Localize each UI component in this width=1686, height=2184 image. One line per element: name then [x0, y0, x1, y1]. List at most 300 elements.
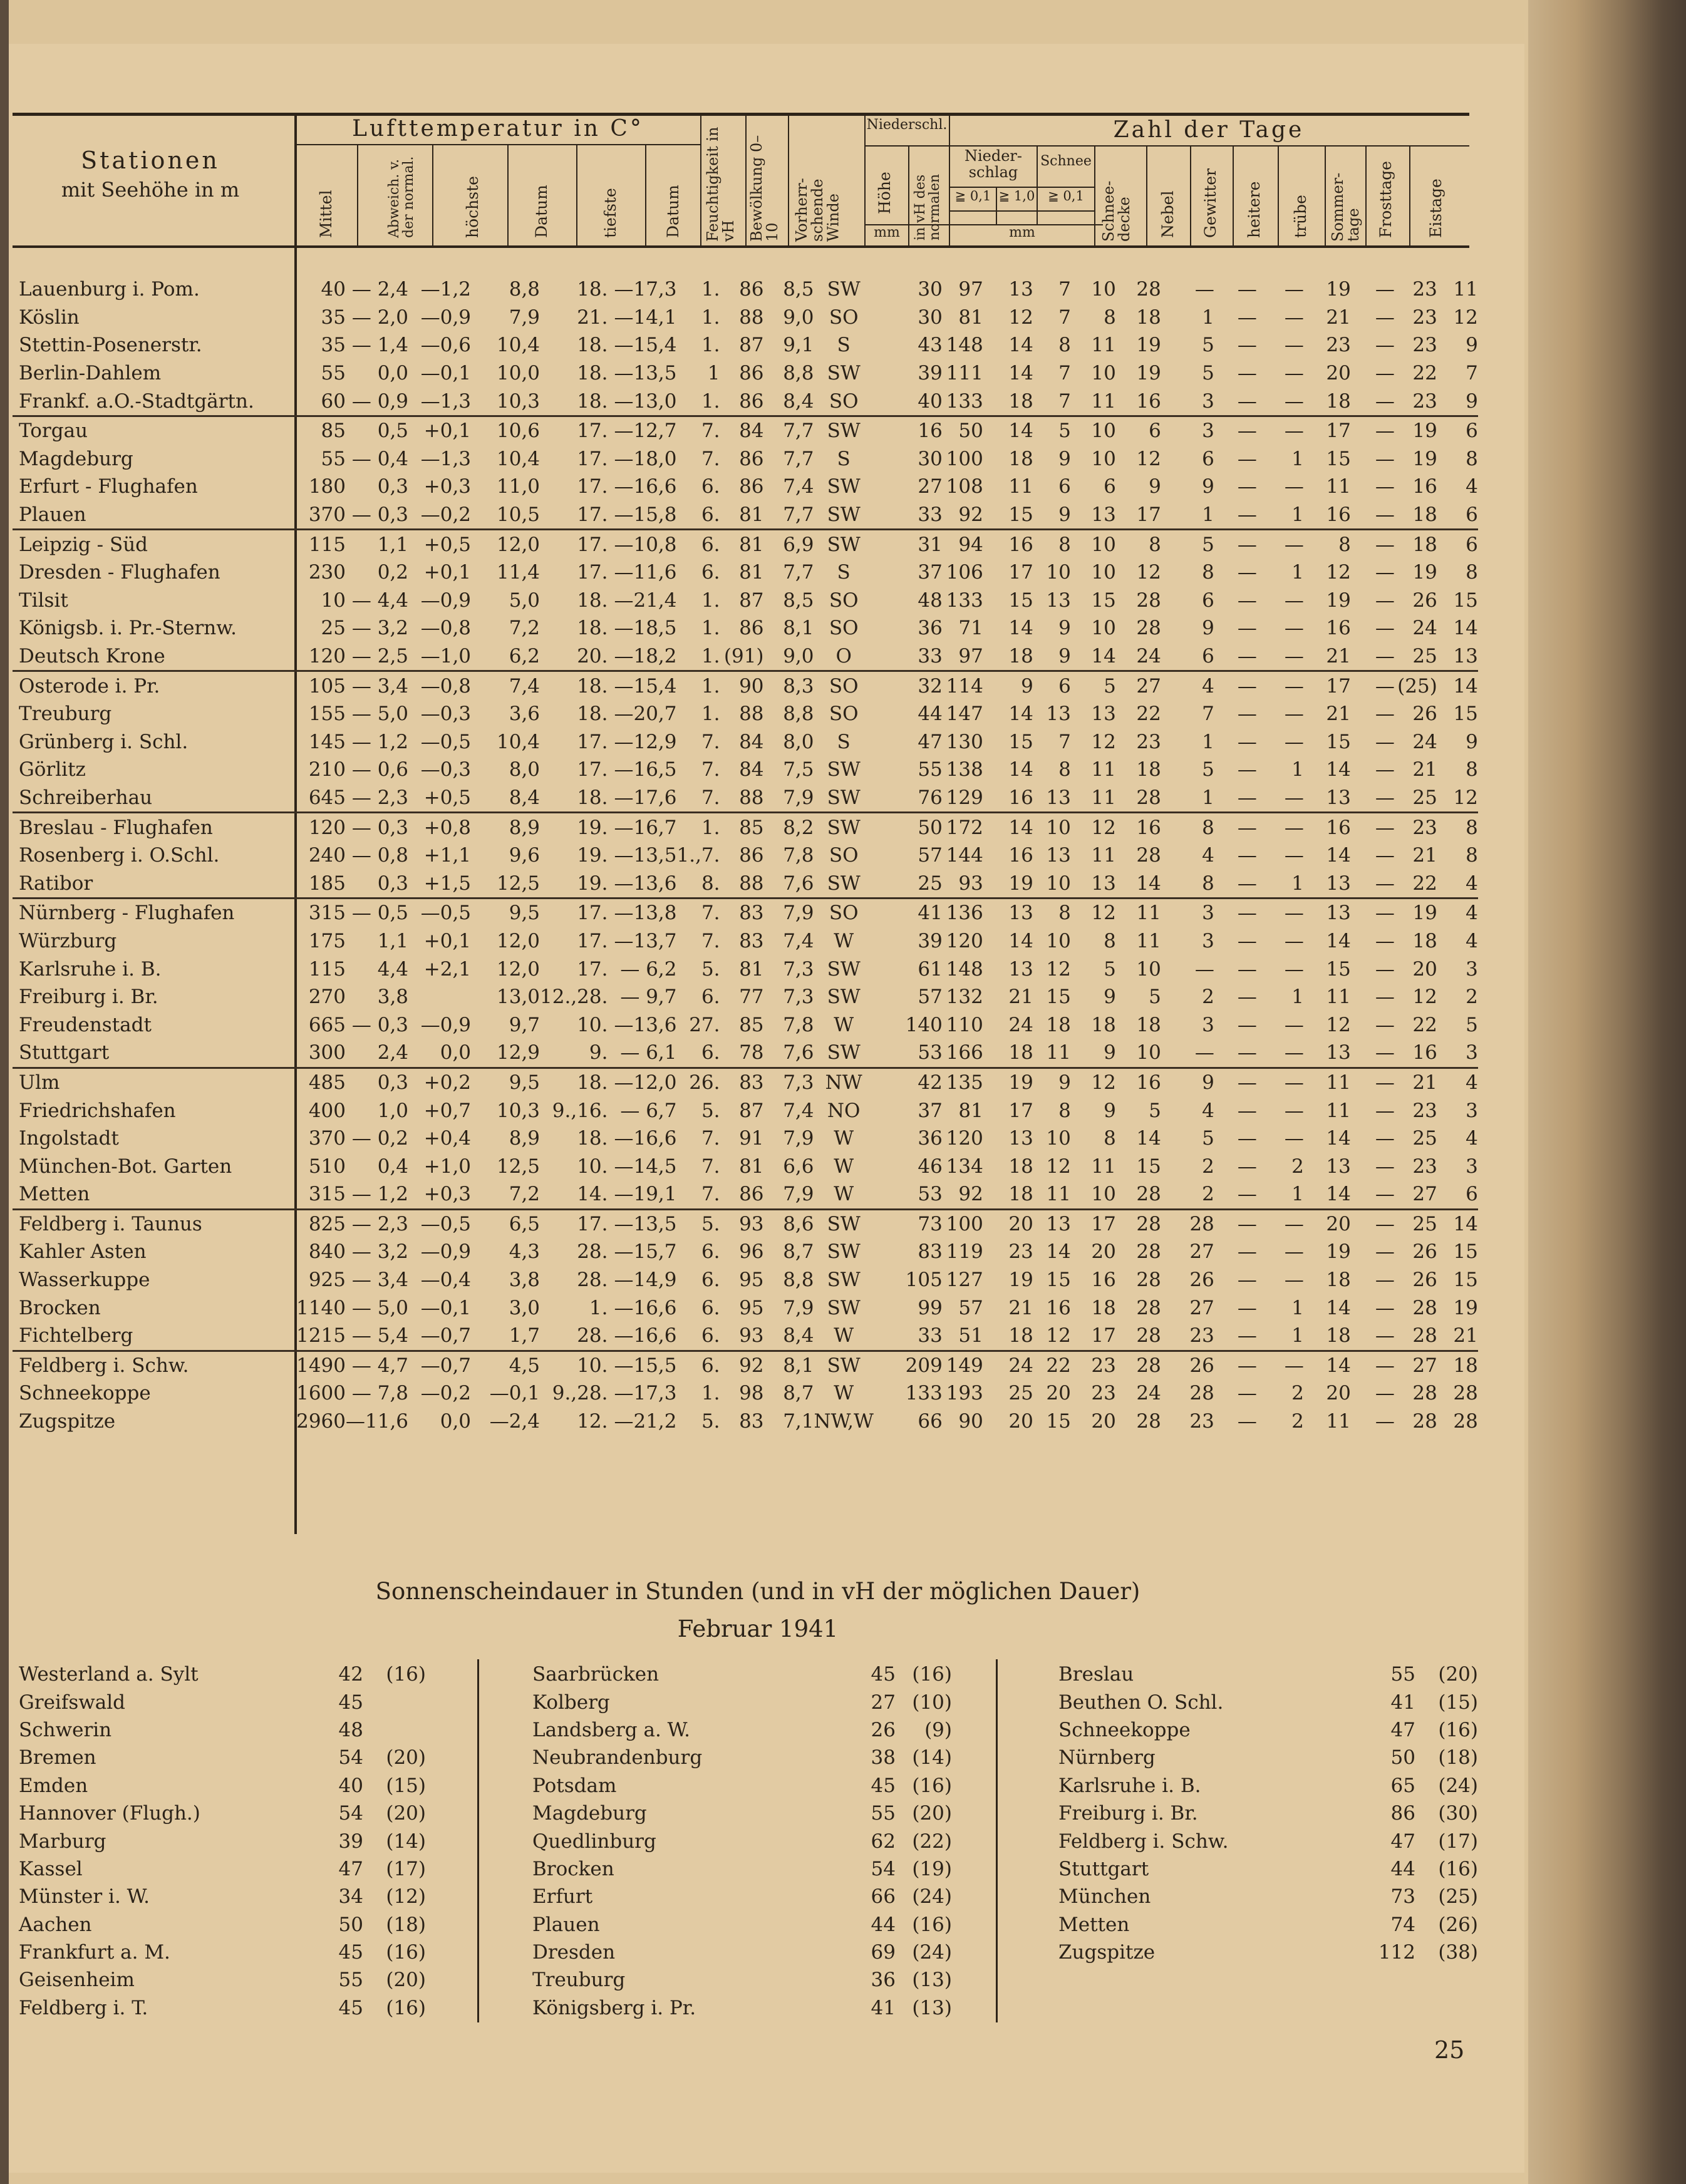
- clear-days: —: [1284, 306, 1304, 329]
- max-date: 18.: [577, 278, 608, 301]
- thunder-days: —: [1237, 1041, 1257, 1064]
- precip-days-0-1: 15: [1008, 730, 1033, 753]
- sunshine-hours: 45: [338, 1941, 363, 1964]
- humidity: 88: [739, 786, 764, 809]
- thunder-days: —: [1214, 1209, 1257, 1238]
- elevation: 1215: [296, 1324, 346, 1347]
- snow-days: 10: [1091, 362, 1116, 385]
- wind: SW: [827, 1296, 861, 1319]
- sunshine-percent: (26): [1438, 1913, 1478, 1936]
- precip-days-1-0: 8: [1058, 334, 1071, 357]
- fog-days: 7: [1202, 703, 1214, 726]
- precip-days-0-1: 14: [983, 416, 1033, 445]
- frost-days: 25: [1395, 1209, 1437, 1238]
- snow-cover: 28: [1136, 1324, 1161, 1347]
- min-temp: —13,5: [608, 1209, 677, 1238]
- snow-cover: 24: [1136, 645, 1161, 668]
- thunder-days: —: [1237, 362, 1257, 385]
- sunshine-hours: 39: [338, 1830, 363, 1853]
- fog-days: 1: [1202, 306, 1214, 329]
- precip-days-0-1: 18: [1008, 1324, 1033, 1347]
- snow-days: 17: [1091, 1324, 1116, 1347]
- cloudiness: 7,9: [783, 786, 814, 809]
- table-row: [13, 1238, 1478, 1266]
- frost-days: 28: [1412, 1410, 1437, 1433]
- summer-days: —: [1375, 1013, 1395, 1036]
- ice-days: 28: [1453, 1382, 1478, 1405]
- sunshine-percent: (16): [912, 1913, 952, 1936]
- precip-days-1-0: 9: [1058, 447, 1071, 470]
- precip-percent: 93: [958, 872, 983, 895]
- max-temp: 8,9: [509, 1127, 540, 1150]
- overcast-days: 16: [1326, 617, 1351, 640]
- clear-days: —: [1284, 475, 1304, 498]
- humidity: 81: [720, 530, 764, 559]
- ice-days: 4: [1466, 872, 1478, 895]
- max-temp: 8,0: [509, 758, 540, 781]
- max-temp: 12,5: [497, 1155, 540, 1178]
- sunshine-percent: (18): [386, 1913, 426, 1936]
- deviation: —1,3: [420, 389, 472, 413]
- precip-days-1-0: 15: [1046, 986, 1071, 1009]
- precip-height: 31: [874, 530, 943, 559]
- station-name: Feldberg i. Taunus: [13, 1209, 296, 1238]
- clear-days: —: [1284, 929, 1304, 952]
- snow-cover: 11: [1116, 899, 1161, 927]
- min-temp: — 9,7: [620, 986, 677, 1009]
- max-temp: 8,9: [471, 813, 540, 842]
- frost-days: 25: [1412, 1127, 1437, 1150]
- precip-days-0-1: 13: [1008, 957, 1033, 981]
- snow-cover: 17: [1136, 503, 1161, 527]
- frost-days: 19: [1395, 899, 1437, 927]
- cloudiness: 8,2: [764, 813, 814, 842]
- precip-days-1-0: 6: [1058, 475, 1071, 498]
- cloudiness: 6,6: [783, 1155, 814, 1178]
- precip-percent: 92: [958, 503, 983, 527]
- mean-temp: — 0,3: [351, 1013, 409, 1036]
- elevation: 115: [308, 957, 346, 981]
- sunshine-hours: 50: [338, 1913, 363, 1936]
- overcast-days: 13: [1326, 1041, 1351, 1064]
- thunder-days: —: [1237, 306, 1257, 329]
- max-temp: 7,4: [471, 671, 540, 700]
- frost-days: 24: [1412, 617, 1437, 640]
- precip-percent: 133: [946, 389, 983, 413]
- elevation: 1140: [296, 1296, 346, 1319]
- overcast-days: 14: [1326, 929, 1351, 952]
- table-row: [13, 813, 1478, 842]
- sunshine-hours: 38: [871, 1746, 896, 1769]
- wind: W: [834, 1382, 854, 1405]
- station-name: Berlin-Dahlem: [19, 362, 162, 385]
- wind: O: [835, 645, 852, 668]
- cloudiness: 8,8: [783, 1269, 814, 1292]
- fog-days: 2: [1202, 1155, 1214, 1178]
- precip-days-0-1: 16: [983, 530, 1033, 559]
- frost-days: 23: [1412, 1155, 1437, 1178]
- list-item: [1058, 1716, 1478, 1744]
- min-date: 1.: [701, 334, 720, 357]
- precip-days-0-1: 19: [983, 1068, 1033, 1096]
- table-row: [13, 784, 1478, 813]
- ice-days: 8: [1466, 758, 1478, 781]
- min-date: 7.: [701, 447, 720, 470]
- station-name: Nürnberg - Flughafen: [13, 899, 296, 927]
- sunshine-percent: (20): [1438, 1663, 1478, 1686]
- overcast-days: 13: [1326, 786, 1351, 809]
- deviation: —0,3: [420, 758, 472, 781]
- min-date: 1.: [701, 617, 720, 640]
- snow-days: 13: [1091, 703, 1116, 726]
- min-date: 6.: [701, 1296, 720, 1319]
- precip-days-1-0: 8: [1033, 530, 1071, 559]
- wind: W: [834, 1324, 854, 1347]
- min-temp: —14,9: [614, 1269, 677, 1292]
- snow-cover: 6: [1116, 416, 1161, 445]
- deviation: +0,1: [423, 929, 472, 952]
- list-item: [532, 1661, 952, 1688]
- summer-days: —: [1375, 1382, 1395, 1405]
- min-temp: —11,6: [614, 561, 677, 584]
- precip-days-0-1: 13: [1008, 1127, 1033, 1150]
- clear-days: 1: [1291, 561, 1304, 584]
- min-date: 1.,7.: [676, 844, 720, 867]
- humidity: 83: [720, 899, 764, 927]
- sunshine-percent: (14): [912, 1746, 952, 1769]
- elevation: 120: [308, 645, 346, 668]
- precip-height: 39: [918, 362, 943, 385]
- min-temp: —19,1: [614, 1183, 677, 1206]
- snow-days: 10: [1091, 561, 1116, 584]
- station-name: Lauenburg i. Pom.: [19, 278, 200, 301]
- cloudiness: 8,5: [783, 278, 814, 301]
- ice-days: 11: [1453, 278, 1478, 301]
- summer-days: —: [1375, 1296, 1395, 1319]
- mean-temp: 0,4: [377, 1155, 409, 1178]
- list-item: [1058, 1772, 1478, 1800]
- max-temp: 10,0: [497, 362, 540, 385]
- table-row: [13, 276, 1478, 304]
- wind: S: [837, 334, 851, 357]
- precip-height: 57: [918, 844, 943, 867]
- ice-days: 6: [1466, 503, 1478, 527]
- max-date: 19.: [540, 813, 608, 842]
- list-item: [1058, 1939, 1478, 1966]
- elevation: 2960: [296, 1410, 346, 1433]
- deviation: +1,5: [423, 872, 472, 895]
- humidity: 86: [739, 389, 764, 413]
- snow-cover: 28: [1136, 1183, 1161, 1206]
- summer-days: —: [1375, 447, 1395, 470]
- sunshine-station: Neubrandenburg: [532, 1746, 703, 1769]
- wind: NO: [827, 1099, 861, 1122]
- station-name: Königsb. i. Pr.-Sternw.: [19, 617, 237, 640]
- snow-days: 12: [1071, 813, 1116, 842]
- deviation: —0,5: [408, 1209, 471, 1238]
- sunshine-station: Geisenheim: [19, 1969, 135, 1992]
- list-item: [532, 1744, 952, 1771]
- sunshine-hours: 65: [1390, 1774, 1415, 1797]
- ice-days: 6: [1437, 530, 1478, 559]
- clear-days: 2: [1291, 1155, 1304, 1178]
- station-name: Karlsruhe i. B.: [19, 957, 162, 981]
- list-item: [1058, 1827, 1478, 1855]
- max-temp: 3,8: [509, 1269, 540, 1292]
- precip-days-1-0: 11: [1046, 1041, 1071, 1064]
- sunshine-percent: (24): [912, 1885, 952, 1908]
- list-item: [1058, 1744, 1478, 1771]
- frost-days: 18: [1412, 503, 1437, 527]
- min-date: 7.: [701, 1183, 720, 1206]
- mean-temp: 0,5: [346, 416, 408, 445]
- clear-days: 1: [1291, 1296, 1304, 1319]
- precip-days-0-1: 18: [1008, 447, 1033, 470]
- wind: SW: [827, 872, 861, 895]
- max-date: 12.,28.: [540, 986, 608, 1009]
- precip-days-0-1: 9: [983, 671, 1033, 700]
- sunshine-hours: 47: [1390, 1718, 1415, 1741]
- mean-temp: — 2,4: [351, 278, 409, 301]
- sunshine-percent: (38): [1438, 1941, 1478, 1964]
- deviation: +1,1: [423, 844, 472, 867]
- fog-days: 3: [1161, 899, 1214, 927]
- sunshine-hours: 66: [871, 1885, 896, 1908]
- clear-days: 1: [1291, 986, 1304, 1009]
- summer-days: —: [1375, 1410, 1395, 1433]
- precip-days-0-1: 12: [1008, 306, 1033, 329]
- snow-days: 12: [1071, 1068, 1116, 1096]
- precip-days-1-0: 9: [1033, 1068, 1071, 1096]
- ice-days: 13: [1453, 645, 1478, 668]
- clear-days: —: [1257, 416, 1304, 445]
- clear-days: —: [1284, 1041, 1304, 1064]
- mean-temp: — 5,0: [351, 1296, 409, 1319]
- precip-percent: 127: [946, 1269, 983, 1292]
- min-date: 1.: [701, 306, 720, 329]
- sunshine-station: Landsberg a. W.: [532, 1718, 690, 1741]
- max-date: 17.: [540, 530, 608, 559]
- frost-days: 27: [1412, 1183, 1437, 1206]
- table-row: [13, 842, 1478, 870]
- precip-height: 53: [918, 1183, 943, 1206]
- precip-height: 27: [918, 475, 943, 498]
- elevation: 120: [296, 813, 346, 842]
- sunshine-title: Sonnenscheindauer in Stunden (und in vH der möglichen Dauer): [375, 1578, 1140, 1605]
- max-temp: 12,9: [497, 1041, 540, 1064]
- precip-height: 16: [874, 416, 943, 445]
- min-temp: —13,5: [614, 844, 677, 867]
- max-date: 17.: [577, 957, 608, 981]
- thunder-days: —: [1237, 503, 1257, 527]
- thunder-days: —: [1214, 1351, 1257, 1379]
- snow-days: 13: [1091, 872, 1116, 895]
- frost-days: 26: [1412, 703, 1437, 726]
- cloudiness: 7,3: [764, 1068, 814, 1096]
- wind: W: [834, 1183, 854, 1206]
- clear-days: —: [1284, 1099, 1304, 1122]
- clear-days: —: [1284, 278, 1304, 301]
- snow-cover: 16: [1136, 389, 1161, 413]
- snow-days: 5: [1104, 957, 1116, 981]
- fog-days: 3: [1202, 389, 1214, 413]
- precip-percent: 111: [946, 362, 983, 385]
- precip-height: 33: [918, 503, 943, 527]
- summer-days: —: [1375, 986, 1395, 1009]
- fog-days: 9: [1202, 617, 1214, 640]
- deviation: —0,9: [420, 589, 472, 612]
- humidity: 95: [739, 1269, 764, 1292]
- cloudiness: 8,4: [783, 389, 814, 413]
- max-temp: 12,5: [497, 872, 540, 895]
- clear-days: —: [1284, 645, 1304, 668]
- sunshine-percent: (20): [386, 1802, 426, 1825]
- max-date: 18.: [540, 671, 608, 700]
- min-date: 1.: [677, 671, 720, 700]
- snow-days: 16: [1091, 1269, 1116, 1292]
- ice-days: 28: [1453, 1410, 1478, 1433]
- deviation: —0,1: [420, 1296, 472, 1319]
- min-date: 7.: [677, 899, 720, 927]
- ice-days: 4: [1466, 929, 1478, 952]
- thunder-days: —: [1237, 645, 1257, 668]
- max-date: 17.: [540, 1209, 608, 1238]
- snow-days: 11: [1091, 334, 1116, 357]
- snow-days: 9: [1104, 1099, 1116, 1122]
- stations-subheading: mit Seehöhe in m: [61, 178, 240, 202]
- table-row: [13, 1379, 1478, 1408]
- max-temp: 10,4: [497, 447, 540, 470]
- min-temp: —13,6: [614, 1013, 677, 1036]
- fog-days: 26: [1189, 1269, 1214, 1292]
- overcast-days: 20: [1326, 1382, 1351, 1405]
- precip-height: 99: [918, 1296, 943, 1319]
- thunder-days: —: [1214, 1068, 1257, 1096]
- sunshine-hours: 41: [871, 1996, 896, 2019]
- overcast-days: 19: [1326, 589, 1351, 612]
- snow-days: 12: [1071, 899, 1116, 927]
- summer-days: —: [1375, 645, 1395, 668]
- precip-percent: 144: [946, 844, 983, 867]
- cloudiness: 6,9: [764, 530, 814, 559]
- table-row: [13, 1125, 1478, 1153]
- sunshine-station: Stuttgart: [1058, 1857, 1149, 1880]
- mean-temp: 0,3: [346, 1068, 408, 1096]
- min-date: 1.: [701, 703, 720, 726]
- deviation: +0,1: [408, 416, 471, 445]
- fog-days: 8: [1202, 872, 1214, 895]
- sunshine-station: Potsdam: [532, 1774, 617, 1797]
- cloudiness: 7,5: [783, 758, 814, 781]
- max-date: 18.: [577, 334, 608, 357]
- ice-days: 4: [1437, 1068, 1478, 1096]
- precip-days-1-0: 22: [1033, 1351, 1071, 1379]
- summer-days: —: [1375, 1099, 1395, 1122]
- humidity: 93: [720, 1209, 764, 1238]
- table-row: [13, 955, 1478, 983]
- wind: SO: [814, 671, 874, 700]
- precip-height: 43: [918, 334, 943, 357]
- sunshine-percent: (24): [912, 1941, 952, 1964]
- sunshine-station: Treuburg: [532, 1969, 626, 1992]
- thunder-days: —: [1214, 899, 1257, 927]
- sunshine-percent: (24): [1438, 1774, 1478, 1797]
- snow-cover: 28: [1136, 844, 1161, 867]
- precip-percent: 90: [958, 1410, 983, 1433]
- precip-height: 55: [918, 758, 943, 781]
- list-item: [19, 1827, 426, 1855]
- list-item: [532, 1827, 952, 1855]
- cloudiness: 8,4: [783, 1324, 814, 1347]
- fog-days: 6: [1202, 645, 1214, 668]
- precip-percent: 106: [946, 561, 983, 584]
- sunshine-percent: (17): [386, 1857, 426, 1880]
- table-row: [13, 700, 1478, 728]
- table-row: [13, 983, 1478, 1011]
- cloudiness: 7,8: [783, 844, 814, 867]
- precip-percent: 97: [958, 278, 983, 301]
- table-row: [13, 1068, 1478, 1096]
- station-name: Erfurt - Flughafen: [19, 475, 198, 498]
- precip-percent: 148: [946, 957, 983, 981]
- min-date: 7.: [701, 730, 720, 753]
- elevation: 35: [321, 306, 346, 329]
- sunshine-station: Greifswald: [19, 1691, 126, 1714]
- sunshine-station: Schneekoppe: [1058, 1718, 1191, 1741]
- frost-days: 19: [1412, 447, 1437, 470]
- fog-days: 6: [1202, 447, 1214, 470]
- sunshine-hours: 69: [871, 1941, 896, 1964]
- snow-days: 10: [1091, 278, 1116, 301]
- thunder-days: —: [1237, 730, 1257, 753]
- clear-days: —: [1284, 786, 1304, 809]
- min-date: 6.: [701, 1269, 720, 1292]
- precip-days-0-1: 14: [1008, 703, 1033, 726]
- thunder-days: —: [1237, 278, 1257, 301]
- humidity: 77: [739, 986, 764, 1009]
- fog-days: —: [1194, 957, 1214, 981]
- mean-temp: — 2,3: [346, 1209, 408, 1238]
- max-date: 18.: [577, 1127, 608, 1150]
- overcast-days: 14: [1326, 1296, 1351, 1319]
- snow-days: 10: [1071, 416, 1116, 445]
- precip-height: 30: [918, 306, 943, 329]
- clear-days: 1: [1291, 872, 1304, 895]
- fog-days: 3: [1202, 1013, 1214, 1036]
- humidity: 87: [739, 1099, 764, 1122]
- elevation: 155: [308, 703, 346, 726]
- cloudiness: 7,9: [783, 1296, 814, 1319]
- deviation: +0,1: [423, 561, 472, 584]
- min-date: 1: [707, 362, 720, 385]
- elevation: 825: [296, 1209, 346, 1238]
- precip-height: 53: [918, 1041, 943, 1064]
- snow-days: 23: [1091, 1382, 1116, 1405]
- station-name: München-Bot. Garten: [19, 1155, 232, 1178]
- sunshine-station: Aachen: [19, 1913, 92, 1936]
- overcast-days: 23: [1326, 334, 1351, 357]
- min-date: 5.: [701, 1410, 720, 1433]
- snow-days: 11: [1091, 786, 1116, 809]
- mean-temp: 0,2: [377, 561, 409, 584]
- snow-days: 8: [1104, 306, 1116, 329]
- fog-days: 5: [1202, 1127, 1214, 1150]
- list-item: [19, 1716, 426, 1744]
- wind: SO: [829, 617, 859, 640]
- thunder-days: —: [1237, 1410, 1257, 1433]
- precip-height: 37: [918, 561, 943, 584]
- humidity: 86: [739, 844, 764, 867]
